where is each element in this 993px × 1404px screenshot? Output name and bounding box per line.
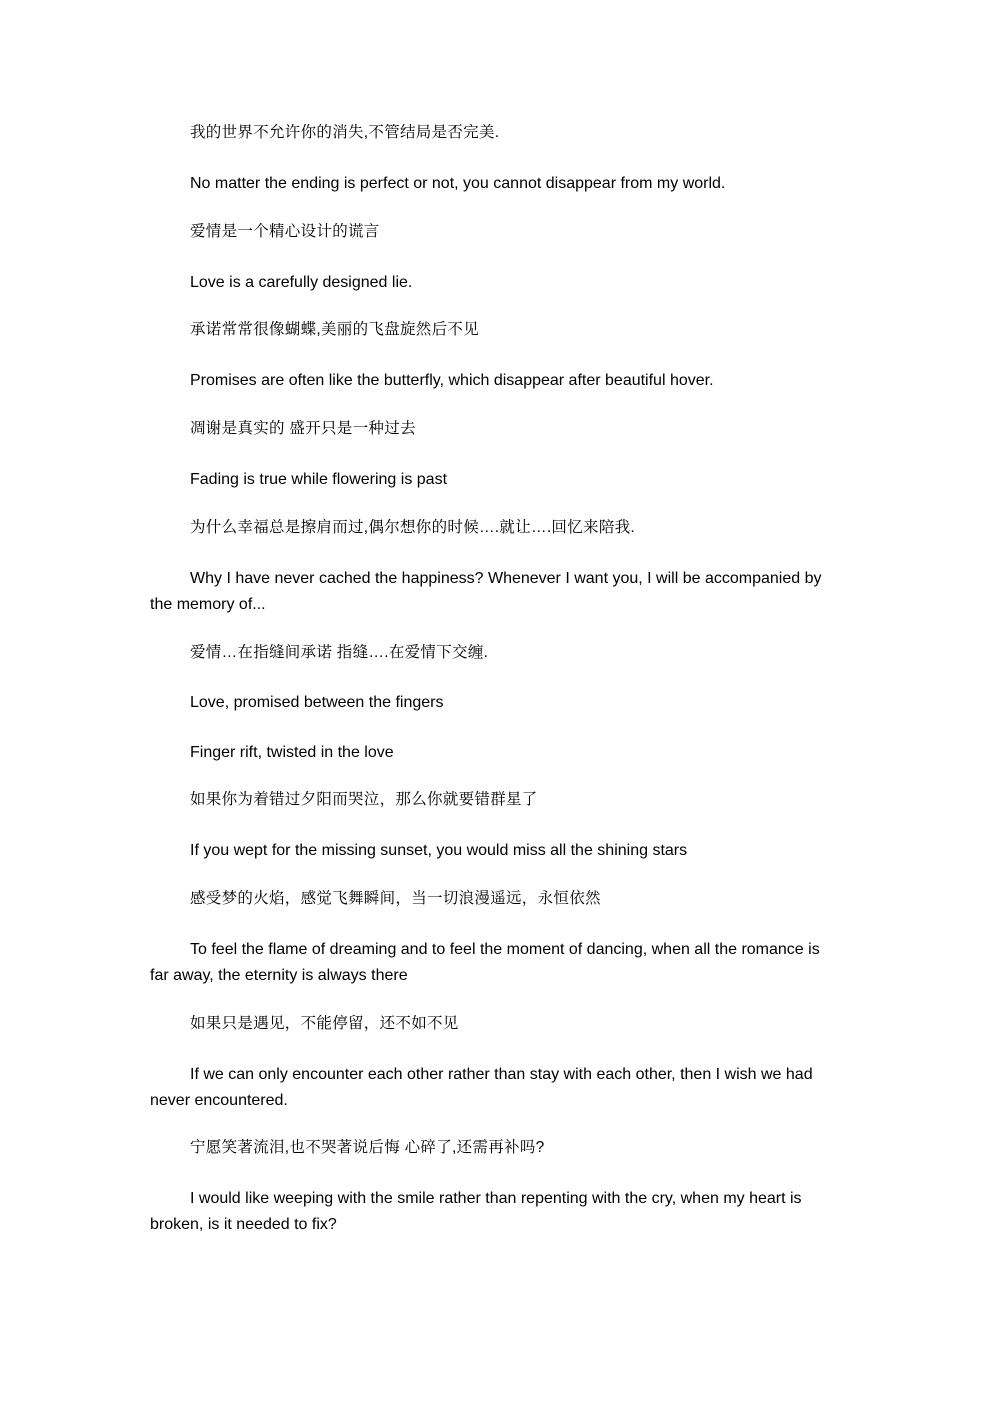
paragraph-en-7: If you wept for the missing sunset, you would miss all the shining stars [190, 842, 688, 859]
paragraph-en-10: I would like weeping with the smile rather than repenting with the cry, when my heart is broken, is it needed to fix? [150, 1190, 802, 1233]
paragraph-zh-7: 如果你为着错过夕阳而哭泣，那么你就要错群星了 [190, 791, 538, 808]
paragraph-en-9: If we can only encounter each other rather than stay with each other, then I wish we had never encountered. [150, 1066, 813, 1109]
paragraph-zh-3: 承诺常常很像蝴蝶,美丽的飞盘旋然后不见 [190, 321, 480, 338]
paragraph-en-1: No matter the ending is perfect or not, you cannot disappear from my world. [190, 175, 726, 192]
paragraph-zh-1: 我的世界不允许你的消失,不管结局是否完美. [190, 124, 500, 141]
paragraph-en-8: To feel the flame of dreaming and to feel the moment of dancing, when all the romance is far away, the eternity is always there [150, 941, 820, 984]
paragraph-en-6a: Love, promised between the fingers [190, 694, 444, 711]
paragraph-zh-5: 为什么幸福总是擦肩而过,偶尔想你的时候….就让….回忆来陪我. [190, 519, 636, 536]
paragraph-en-5: Why I have never cached the happiness? Whenever I want you, I will be accompanied by the memory of... [150, 570, 822, 613]
paragraph-zh-8: 感受梦的火焰，感觉飞舞瞬间，当一切浪漫遥远，永恒依然 [190, 890, 601, 907]
paragraph-en-2: Love is a carefully designed lie. [190, 274, 413, 291]
paragraph-en-6b: Finger rift, twisted in the love [190, 744, 394, 761]
paragraph-en-3: Promises are often like the butterfly, which disappear after beautiful hover. [190, 372, 714, 389]
paragraph-zh-6: 爱情…在指缝间承诺 指缝….在爱情下交缠. [190, 644, 489, 661]
paragraph-en-4: Fading is true while flowering is past [190, 471, 448, 488]
paragraph-zh-10: 宁愿笑著流泪,也不哭著说后悔 心碎了,还需再补吗? [190, 1139, 545, 1156]
paragraph-zh-4: 凋谢是真实的 盛开只是一种过去 [190, 420, 416, 437]
paragraph-zh-9: 如果只是遇见，不能停留，还不如不见 [190, 1015, 459, 1032]
paragraph-zh-2: 爱情是一个精心设计的谎言 [190, 223, 380, 240]
